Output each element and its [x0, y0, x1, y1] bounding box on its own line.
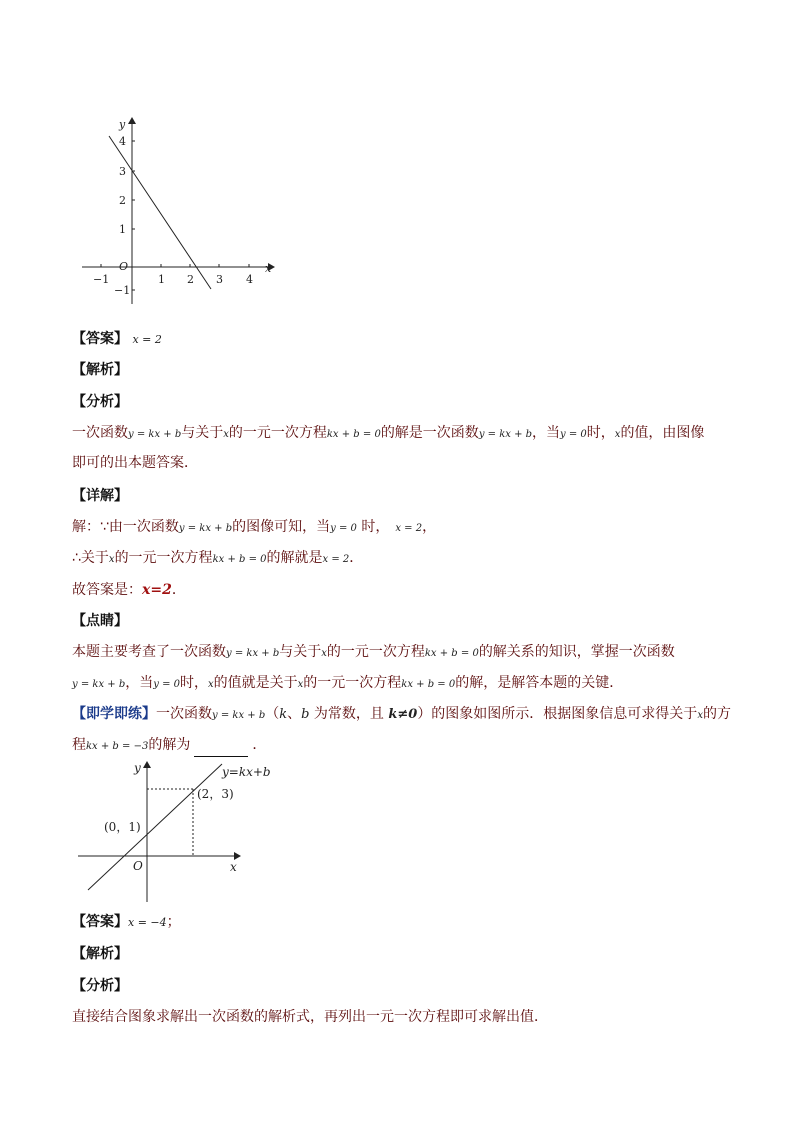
x-tick-label: 1	[158, 273, 165, 286]
text-span: ；	[166, 914, 181, 930]
text-span: y = kx + b	[128, 429, 182, 440]
text-span: 的一元一次方程	[326, 644, 425, 660]
practice-question-line-1	[72, 704, 731, 726]
answer-value: x = 2	[132, 333, 162, 346]
y-tick-label: 3	[119, 165, 126, 178]
text-span: 、	[287, 706, 302, 722]
text-span: y = 0	[330, 523, 357, 534]
text-span: y = kx + b	[72, 679, 126, 690]
text-span: 解：∵由一次函数	[72, 519, 179, 535]
text-span: 时，	[179, 675, 208, 691]
fenxi-text-2	[72, 453, 198, 473]
detail-heading	[72, 486, 128, 506]
detail-line-1	[72, 517, 436, 539]
text-span: 【分析】	[72, 978, 128, 994]
text-span: x	[207, 679, 214, 690]
final-answer-line	[72, 580, 186, 600]
fenxi-text	[72, 423, 704, 445]
text-span: 故答案是：	[72, 582, 142, 598]
text-span: kx + b = 0	[326, 429, 381, 440]
text-span: 的值就是关于	[213, 675, 298, 691]
text-span: x = −4	[128, 916, 167, 929]
text-span: k≠0	[388, 707, 418, 722]
y-axis-label: y	[134, 761, 141, 775]
text-span: 【详解】	[72, 488, 128, 504]
dianjing-heading	[72, 611, 128, 631]
text-span: 【答案】	[72, 914, 128, 930]
text-span: ，当	[532, 425, 561, 441]
text-span: （	[265, 706, 280, 722]
text-span: 【分析】	[72, 394, 128, 410]
text-span: x	[321, 648, 327, 659]
text-span: ．	[349, 550, 364, 566]
text-span: ∴关于	[72, 550, 109, 566]
text-span: 的值，由图像	[620, 425, 705, 441]
text-span: x = 2	[322, 554, 350, 565]
text-span: y = 0	[153, 679, 180, 690]
text-span: 的解就是	[266, 550, 323, 566]
text-span: kx + b = 0	[424, 648, 479, 659]
text-span: kx + b = 0	[401, 679, 456, 690]
analysis-heading-2	[72, 944, 128, 964]
text-span: ，	[422, 519, 437, 535]
analysis-heading	[72, 360, 128, 380]
fenxi-text-block2	[72, 1007, 548, 1027]
y-tick-label: −1	[114, 284, 131, 297]
text-span: y = kx + b	[478, 429, 533, 440]
x-tick-label: 2	[187, 273, 194, 286]
answer-line-2	[72, 912, 181, 933]
text-span: ．	[252, 737, 267, 753]
text-span: 【解析】	[72, 946, 128, 962]
text-span: 的解关系的知识，掌握一次函数	[478, 644, 675, 660]
text-span: 的图像可知，当	[232, 519, 331, 535]
text-span: 时，	[356, 519, 390, 535]
text-span: 的一元一次方程	[303, 675, 402, 691]
y-tick-label: 2	[119, 194, 126, 207]
text-span: 的解为	[148, 737, 191, 753]
text-span: b	[301, 707, 310, 722]
y-axis-label: y	[119, 118, 126, 131]
point-label-a: (2，3)	[197, 787, 234, 801]
x-tick-label: 4	[246, 273, 253, 286]
text-span: y = kx + b	[178, 523, 233, 534]
point-label-b: (0，1)	[104, 820, 141, 834]
text-span: x	[297, 679, 304, 690]
text-span: 的方	[702, 706, 731, 722]
text-span: x=2	[142, 582, 172, 598]
text-span: x = 2	[395, 523, 423, 534]
text-span: x	[108, 554, 115, 565]
text-span: 为常数，且	[309, 706, 389, 722]
x-tick-label: −1	[93, 273, 110, 286]
text-span: 【解析】	[72, 362, 128, 378]
text-span: 与关于	[279, 644, 322, 660]
text-span: 一次函数	[156, 706, 212, 722]
text-span: x	[697, 710, 703, 721]
origin-label: O	[119, 260, 129, 273]
text-span: kx + b = −3	[86, 741, 149, 752]
line-label: y=kx+b	[222, 765, 271, 779]
fenxi-heading	[72, 392, 128, 412]
text-span: 的一元一次方程	[228, 425, 327, 441]
text-span: ）的图象如图所示．根据图象信息可求得关于	[417, 706, 698, 722]
text-span: 的一元一次方程	[114, 550, 213, 566]
text-span: 时，	[586, 425, 615, 441]
dianjing-text-1	[72, 642, 675, 664]
text-span: y = 0	[560, 429, 587, 440]
text-span: 的解，是解答本题的关键．	[455, 675, 624, 691]
answer-line	[72, 329, 162, 350]
y-tick-label: 1	[119, 223, 126, 236]
text-span: x	[614, 429, 621, 440]
text-span: 与关于	[181, 425, 224, 441]
graph-line-x-intercept	[76, 112, 286, 312]
practice-question-line-2	[72, 735, 266, 757]
fenxi-heading-2	[72, 976, 128, 996]
x-axis-label: x	[265, 262, 272, 275]
origin-label: O	[133, 859, 143, 873]
text-span: 一次函数	[72, 425, 128, 441]
detail-line-2	[72, 548, 363, 570]
text-span: y = kx + b	[226, 648, 280, 659]
text-span: 【点睛】	[72, 613, 128, 629]
answer-label: 【答案】	[72, 331, 128, 347]
x-tick-label: 3	[216, 273, 223, 286]
text-span: 即可的出本题答案．	[72, 455, 198, 471]
text-span: 【即学即练】	[72, 706, 156, 722]
text-span: ，当	[125, 675, 154, 691]
text-span: y = kx + b	[212, 710, 266, 721]
text-span: k	[279, 707, 288, 722]
answer-blank[interactable]	[194, 742, 248, 757]
text-span: ．	[171, 582, 186, 598]
text-span: 程	[72, 737, 86, 753]
dianjing-text-2	[72, 673, 623, 695]
text-span: 的解是一次函数	[380, 425, 479, 441]
graph-line-through-points	[76, 756, 276, 906]
y-tick-label: 4	[119, 135, 126, 148]
text-span: 直接结合图象求解出一次函数的解析式，再列出一元一次方程即可求解出值．	[72, 1009, 548, 1025]
x-axis-label: x	[230, 860, 237, 874]
text-span: x	[223, 429, 229, 440]
text-span: 本题主要考查了一次函数	[72, 644, 226, 660]
text-span: kx + b = 0	[212, 554, 267, 565]
